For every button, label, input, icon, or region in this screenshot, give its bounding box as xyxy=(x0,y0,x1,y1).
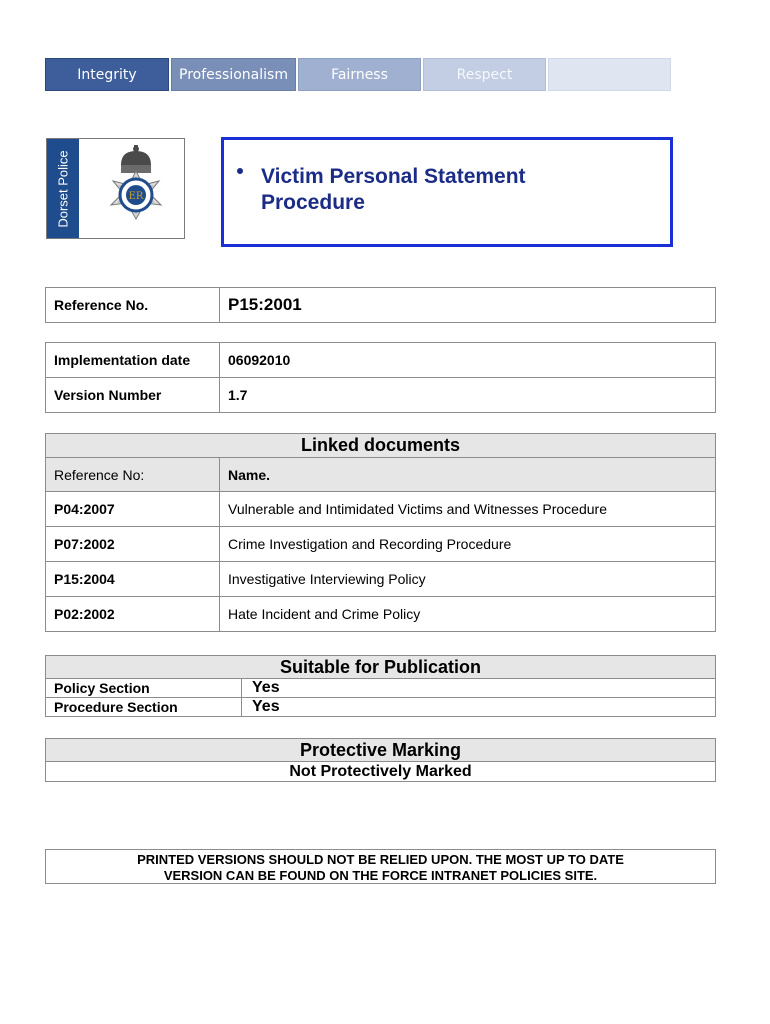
title-bullet-icon xyxy=(237,168,243,174)
banner-fairness: Fairness xyxy=(298,58,421,91)
document-title xyxy=(261,164,526,216)
protective-marking-table xyxy=(45,738,716,782)
linked-ref: P04:2007 xyxy=(46,492,220,527)
notice-line-2: VERSION CAN BE FOUND ON THE FORCE INTRANET POLICIES SITE. xyxy=(163,868,598,883)
protective-marking-value: Not Protectively Marked xyxy=(46,762,716,782)
publication-table xyxy=(45,655,716,717)
linked-ref: P15:2004 xyxy=(46,562,220,597)
dorset-police-logo xyxy=(46,138,185,239)
procedure-section-label: Procedure Section xyxy=(46,698,242,717)
linked-ref: P07:2002 xyxy=(46,527,220,562)
title-line-1: Victim Personal Statement xyxy=(261,165,526,188)
printed-versions-notice xyxy=(45,849,716,884)
linked-name: Crime Investigation and Recording Procedure xyxy=(220,527,716,562)
table-row xyxy=(46,597,716,632)
notice-line-1: PRINTED VERSIONS SHOULD NOT BE RELIED UPON. THE MOST UP TO DATE xyxy=(137,852,624,867)
linked-name: Hate Incident and Crime Policy xyxy=(220,597,716,632)
title-box xyxy=(221,137,673,247)
police-crest-icon xyxy=(91,145,181,235)
policy-section-label: Policy Section xyxy=(46,679,242,698)
reference-label: Reference No. xyxy=(46,288,220,323)
svg-text:ER: ER xyxy=(128,191,144,202)
table-row xyxy=(46,492,716,527)
reference-table xyxy=(45,287,716,323)
logo-side-bar xyxy=(47,139,79,238)
implementation-date-value: 06092010 xyxy=(220,343,716,378)
banner-professionalism: Professionalism xyxy=(171,58,296,91)
table-row xyxy=(46,562,716,597)
implementation-date-label: Implementation date xyxy=(46,343,220,378)
version-number-value: 1.7 xyxy=(220,378,716,413)
protective-marking-heading: Protective Marking xyxy=(46,739,716,762)
procedure-section-value: Yes xyxy=(242,698,716,717)
linked-name: Vulnerable and Intimidated Victims and Witnesses Procedure xyxy=(220,492,716,527)
publication-heading: Suitable for Publication xyxy=(46,656,716,679)
linked-ref: P02:2002 xyxy=(46,597,220,632)
banner-blank xyxy=(548,58,671,91)
banner-integrity: Integrity xyxy=(45,58,169,91)
banner-respect: Respect xyxy=(423,58,546,91)
meta-table xyxy=(45,342,716,413)
logo-side-text: Dorset Police xyxy=(55,150,71,228)
policy-section-value: Yes xyxy=(242,679,716,698)
version-number-label: Version Number xyxy=(46,378,220,413)
title-line-2: Procedure xyxy=(261,191,365,214)
linked-documents-heading: Linked documents xyxy=(46,434,716,458)
reference-value: P15:2001 xyxy=(220,288,716,323)
table-row xyxy=(46,527,716,562)
values-banner xyxy=(45,58,671,91)
linked-col-ref: Reference No: xyxy=(46,458,220,492)
linked-col-name: Name. xyxy=(220,458,716,492)
linked-name: Investigative Interviewing Policy xyxy=(220,562,716,597)
linked-documents-table xyxy=(45,433,716,632)
